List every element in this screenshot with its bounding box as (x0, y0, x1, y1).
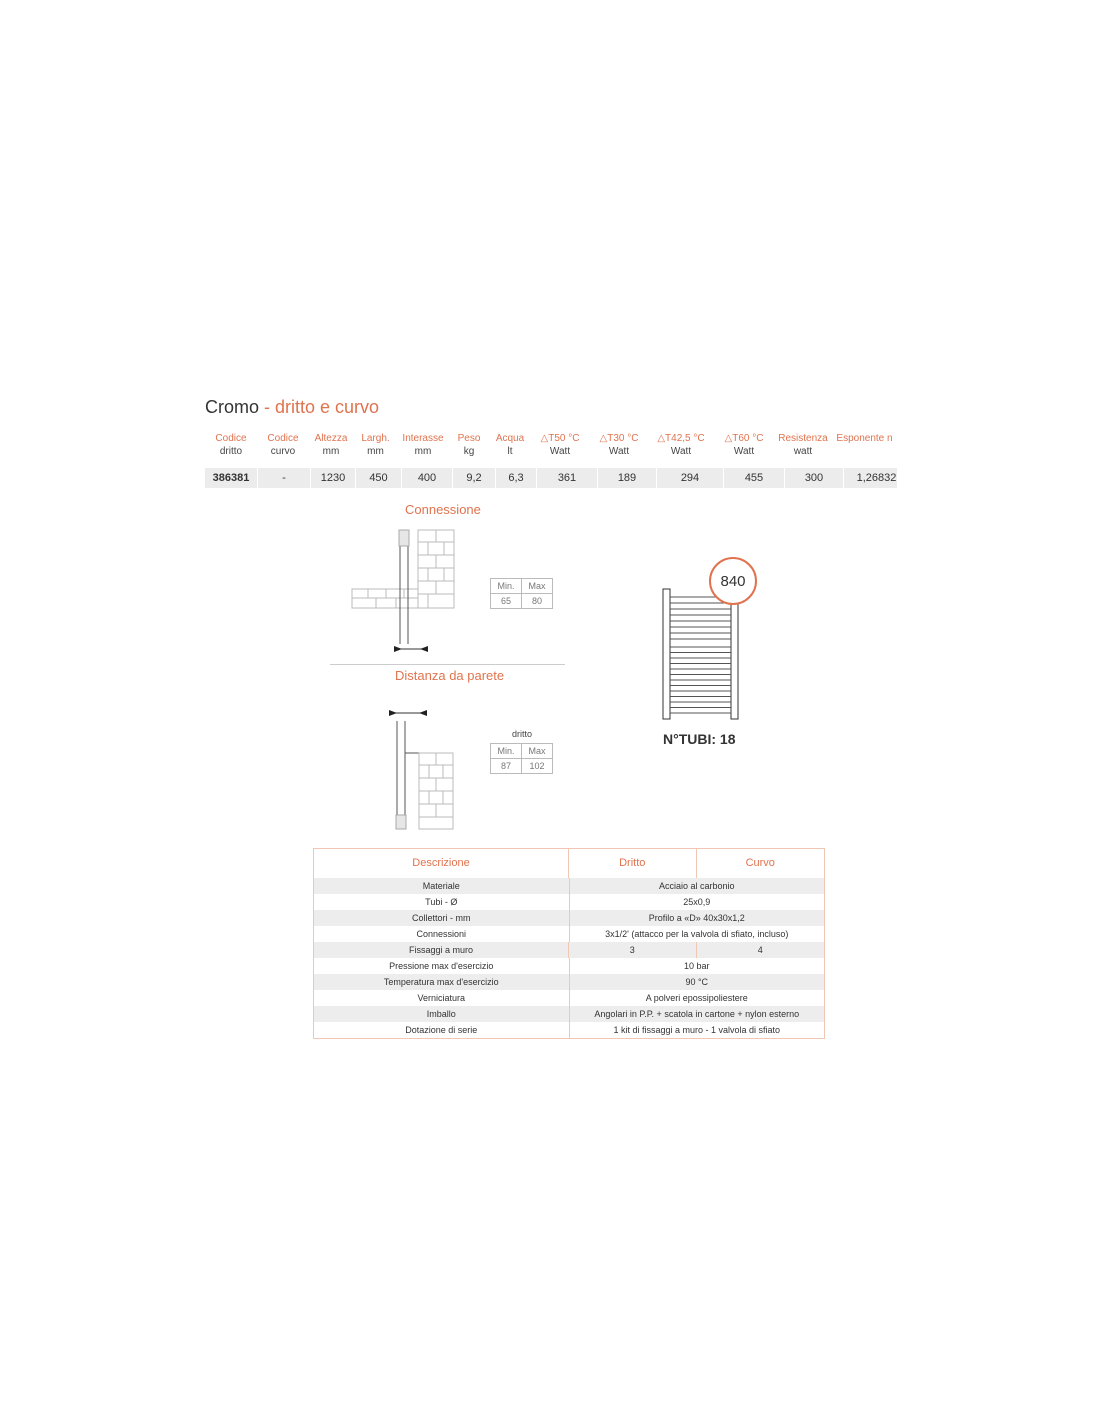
row-label: Imballo (314, 1006, 570, 1022)
spec-cell: 386381 (205, 468, 258, 488)
connessione-table (490, 578, 553, 609)
spec-header-cell: Peso kg (457, 433, 481, 457)
header-dritto: Dritto (569, 849, 697, 878)
section-divider (330, 664, 565, 665)
header-descrizione: Descrizione (314, 849, 569, 878)
mini-value: 65 (491, 594, 522, 609)
spec-table (205, 430, 897, 488)
spec-header-cell: △T30 °C Watt (599, 433, 639, 457)
spec-header-cell: Interasse mm (402, 433, 444, 457)
row-value-curvo: 4 (757, 945, 763, 955)
table-row (314, 1022, 824, 1038)
table-row (314, 990, 824, 1006)
description-table-header (314, 849, 824, 878)
mini-value: 102 (522, 759, 553, 774)
spec-cell: - (258, 468, 311, 488)
spec-cell: 6,3 (496, 468, 537, 488)
row-value-dritto: 3 (569, 942, 697, 958)
row-value: Profilo a «D» 40x30x1,2 (648, 913, 745, 923)
row-value: Acciaio al carbonio (658, 881, 735, 891)
row-label: Dotazione di serie (314, 1022, 570, 1038)
connessione-diagram (340, 522, 470, 657)
row-label: Materiale (314, 878, 570, 894)
row-label: Temperatura max d'esercizio (314, 974, 570, 990)
table-row (314, 926, 824, 942)
spec-header-cell: △T50 °C Watt (540, 433, 580, 457)
row-label: Collettori - mm (314, 910, 570, 926)
dimension-badge: 840 (709, 557, 757, 605)
row-label: Tubi - Ø (314, 894, 570, 910)
row-value: 3x1/2' (attacco per la valvola di sfiato, incluso) (605, 929, 789, 939)
distanza-table (490, 743, 553, 774)
spec-cell: 300 (785, 468, 844, 488)
row-value: 10 bar (683, 961, 710, 971)
mini-header: Max (522, 579, 553, 594)
spec-header-cell: △T42,5 °C Watt (657, 433, 705, 457)
mini-value: 80 (522, 594, 553, 609)
row-value: 90 °C (685, 977, 709, 987)
table-row (314, 942, 824, 958)
distanza-caption: dritto (512, 729, 533, 739)
radiator-drawing (660, 585, 745, 722)
distanza-diagram (385, 703, 465, 833)
distanza-title: Distanza da parete (395, 668, 505, 683)
row-value: A polveri epossipoliestere (645, 993, 748, 1003)
row-value: 25x0,9 (683, 897, 711, 907)
spec-cell: 294 (657, 468, 724, 488)
header-curvo: Curvo (745, 857, 775, 869)
connessione-title: Connessione (405, 502, 481, 517)
page-title (205, 397, 379, 418)
row-label: Fissaggi a muro (314, 942, 569, 958)
spec-cell: 1230 (311, 468, 356, 488)
spec-cell: 9,2 (453, 468, 496, 488)
mini-header: Min. (491, 744, 522, 759)
description-table-body (314, 878, 824, 1038)
title-sub: dritto e curvo (275, 397, 380, 417)
description-table (313, 848, 825, 1039)
spec-header-cell: Largh. mm (361, 433, 390, 457)
spec-header-cell: Altezza mm (314, 433, 348, 457)
tubes-label: N°TUBI: 18 (663, 731, 736, 747)
spec-cell: 450 (356, 468, 402, 488)
mini-header: Min. (491, 579, 522, 594)
spec-header-cell: △T60 °C Watt (724, 433, 764, 457)
row-label: Pressione max d'esercizio (314, 958, 570, 974)
table-row (314, 894, 824, 910)
spec-cell: 400 (402, 468, 453, 488)
table-row (314, 958, 824, 974)
spec-header-cell: Resistenza watt (778, 433, 828, 457)
row-label: Connessioni (314, 926, 570, 942)
spec-cell: 361 (537, 468, 598, 488)
spec-header-cell: Esponente n (836, 433, 893, 444)
table-row (314, 1006, 824, 1022)
spec-cell: 1,26832 (856, 472, 897, 484)
title-main: Cromo (205, 397, 260, 417)
spec-table-header (205, 430, 897, 466)
table-row (314, 974, 824, 990)
table-row (314, 878, 824, 894)
spec-header-cell: Acqua lt (495, 433, 525, 457)
spec-cell: 455 (724, 468, 785, 488)
mini-header: Max (522, 744, 553, 759)
row-value: 1 kit di fissaggi a muro - 1 valvola di sfiato (613, 1025, 781, 1035)
row-value: Angolari in P.P. + scatola in cartone + nylon esterno (594, 1009, 800, 1019)
spec-header-cell: Codice curvo (267, 433, 299, 457)
row-label: Verniciatura (314, 990, 570, 1006)
spec-table-row (205, 468, 897, 488)
mini-value: 87 (491, 759, 522, 774)
title-separator: - (259, 397, 276, 417)
table-row (314, 910, 824, 926)
spec-header-cell: Codice dritto (215, 433, 247, 457)
spec-cell: 189 (598, 468, 657, 488)
